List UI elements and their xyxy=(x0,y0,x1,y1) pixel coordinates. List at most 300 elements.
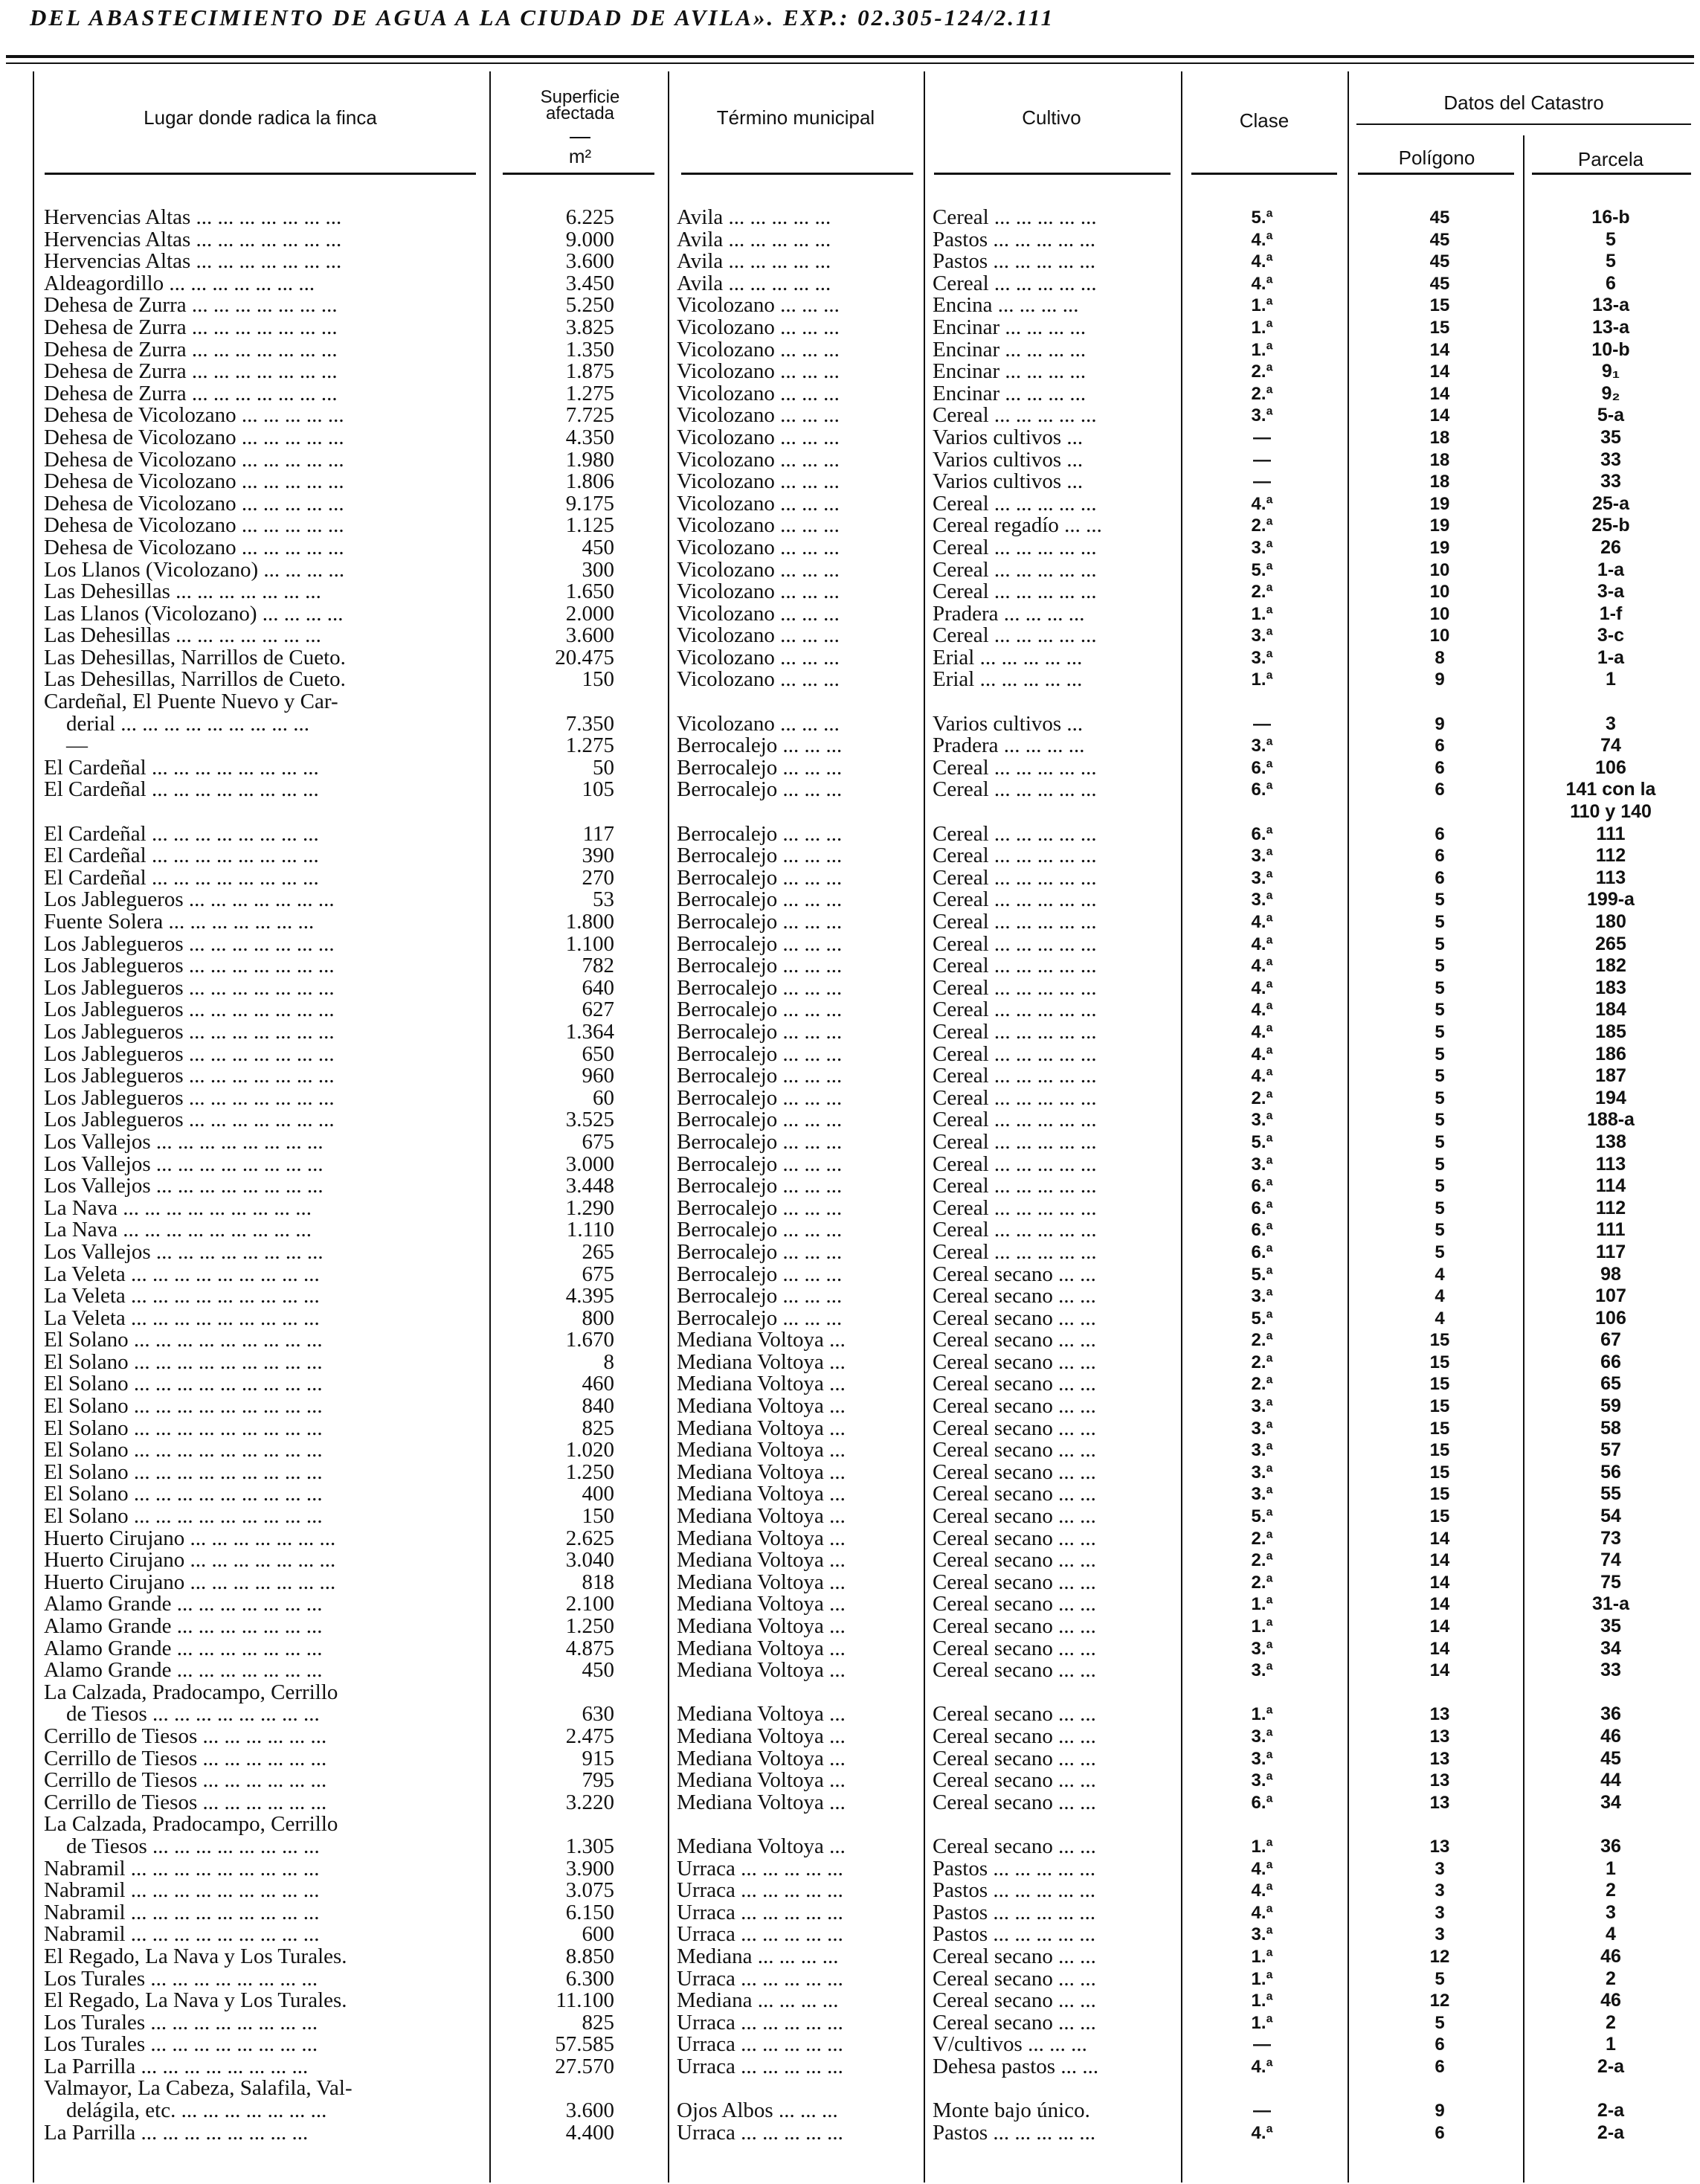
catastro-underline xyxy=(1356,123,1691,125)
cell-parcela: 184 xyxy=(1595,999,1626,1021)
cell-clase: 3.ª xyxy=(1251,1748,1273,1769)
cell-termino: Berrocalejo ... ... ... xyxy=(677,910,843,934)
cell-clase: 1.ª xyxy=(1251,295,1273,316)
cell-parcela: 2-a xyxy=(1597,2100,1625,2122)
table-row xyxy=(0,537,1700,559)
cell-cultivo: Cereal ... ... ... ... ... xyxy=(933,535,1097,559)
cell-termino: Mediana Voltoya ... xyxy=(677,1724,846,1748)
cell-parcela: 117 xyxy=(1595,1241,1626,1262)
table-row xyxy=(0,1748,1700,1770)
cell-termino: Mediana Voltoya ... xyxy=(677,1438,846,1462)
cell-clase: 3.ª xyxy=(1251,1770,1273,1791)
table-row xyxy=(0,1549,1700,1572)
cell-lugar: Los Vallejos ... ... ... ... ... ... ... ... xyxy=(44,1174,323,1198)
cell-superficie: 825 xyxy=(582,2010,614,2034)
cell-superficie: 11.100 xyxy=(556,1988,614,2013)
header-underline xyxy=(1358,173,1514,175)
cell-superficie: 7.725 xyxy=(565,403,614,428)
cell-clase: 5.ª xyxy=(1251,1308,1273,1329)
cell-parcela: 6 xyxy=(1606,272,1616,294)
cell-parcela: 33 xyxy=(1600,449,1621,470)
cell-poligono: 19 xyxy=(1429,493,1450,514)
cell-clase: 6.ª xyxy=(1251,1176,1273,1197)
table-row xyxy=(0,2034,1700,2056)
cell-lugar: Hervencias Altas ... ... ... ... ... ... ... xyxy=(44,227,342,251)
cell-parcela: 26 xyxy=(1600,536,1621,558)
cell-parcela: 194 xyxy=(1595,1087,1626,1108)
cell-clase: 3.ª xyxy=(1251,867,1273,888)
cell-termino: Vicolozano ... ... ... xyxy=(677,535,840,559)
cell-termino: Urraca ... ... ... ... ... xyxy=(677,2032,843,2057)
cell-poligono: 15 xyxy=(1429,1462,1450,1483)
cell-termino: Berrocalejo ... ... ... xyxy=(677,821,843,846)
cell-poligono: 10 xyxy=(1429,626,1450,646)
header-parcela: Parcela xyxy=(1577,148,1644,170)
table-row xyxy=(0,383,1700,405)
cell-termino: Vicolozano ... ... ... xyxy=(677,513,840,538)
cell-termino: Berrocalejo ... ... ... xyxy=(677,1108,843,1132)
table-row xyxy=(0,1593,1700,1616)
cell-superficie: 782 xyxy=(582,954,614,978)
cell-parcela: 36 xyxy=(1600,1835,1621,1857)
table-row xyxy=(0,471,1700,493)
cell-poligono: 14 xyxy=(1429,405,1450,426)
cell-parcela: 1-f xyxy=(1599,603,1623,624)
cell-clase: 4.ª xyxy=(1251,2122,1273,2143)
cell-clase: 3.ª xyxy=(1251,1286,1273,1307)
cell-termino: Berrocalejo ... ... ... xyxy=(677,755,843,780)
table-row xyxy=(0,1329,1700,1352)
cell-parcela: 54 xyxy=(1600,1506,1621,1527)
cell-clase: 5.ª xyxy=(1251,1264,1273,1285)
cell-lugar: Los Turales ... ... ... ... ... ... ... ... xyxy=(44,1966,318,1991)
cell-clase: 4.ª xyxy=(1251,1881,1273,1901)
cell-poligono: 14 xyxy=(1429,1594,1450,1615)
cell-poligono: 5 xyxy=(1435,1000,1445,1021)
cell-cultivo: Cereal secano ... ... xyxy=(933,1305,1096,1330)
cell-lugar: Valmayor, La Cabeza, Salafila, Val- xyxy=(44,2076,352,2101)
header-underline xyxy=(1191,173,1337,175)
cell-cultivo: Pastos ... ... ... ... ... xyxy=(933,1922,1096,1947)
cell-lugar: La Veleta ... ... ... ... ... ... ... ... ... xyxy=(44,1305,320,1330)
table-row xyxy=(0,361,1700,383)
cell-lugar: Los Jablegueros ... ... ... ... ... ... ... xyxy=(44,931,335,956)
cell-termino: Berrocalejo ... ... ... xyxy=(677,777,843,802)
cell-poligono: 5 xyxy=(1435,1154,1445,1175)
cell-termino: Berrocalejo ... ... ... xyxy=(677,1085,843,1110)
table-row xyxy=(0,1924,1700,1946)
cell-parcela: 34 xyxy=(1600,1791,1621,1813)
cell-lugar: Los Jablegueros ... ... ... ... ... ... ... xyxy=(44,975,335,1000)
cell-lugar: Los Vallejos ... ... ... ... ... ... ... ... xyxy=(44,1152,323,1176)
cell-clase: 1.ª xyxy=(1251,2012,1273,2033)
cell-parcela: 3 xyxy=(1606,1901,1616,1923)
cell-lugar: de Tiesos ... ... ... ... ... ... ... ... xyxy=(66,1834,320,1858)
table-row xyxy=(0,1418,1700,1440)
cell-superficie: 1.110 xyxy=(566,1218,614,1242)
header-underline xyxy=(1532,173,1691,175)
cell-lugar: La Veleta ... ... ... ... ... ... ... ... ... xyxy=(44,1284,320,1308)
cell-parcela: 112 xyxy=(1595,1197,1626,1218)
cell-clase: 3.ª xyxy=(1251,890,1273,910)
cell-parcela: 9₁ xyxy=(1601,361,1620,382)
cell-clase: 4.ª xyxy=(1251,1044,1273,1064)
cell-termino: Berrocalejo ... ... ... xyxy=(677,975,843,1000)
cell-parcela: 59 xyxy=(1600,1395,1621,1417)
cell-lugar: Los Jablegueros ... ... ... ... ... ... ... xyxy=(44,1041,335,1066)
cell-superficie: 1.350 xyxy=(565,337,614,362)
cell-termino: Vicolozano ... ... ... xyxy=(677,645,840,669)
cell-superficie: 6.150 xyxy=(565,1900,614,1924)
cell-cultivo: Cereal secano ... ... xyxy=(933,1944,1096,1968)
table-row xyxy=(0,1528,1700,1550)
cell-clase: 6.ª xyxy=(1251,823,1273,844)
cell-clase: 4.ª xyxy=(1251,934,1273,954)
cell-termino: Mediana Voltoya ... xyxy=(677,1746,846,1770)
cell-parcela: 113 xyxy=(1595,867,1626,888)
cell-lugar: Huerto Cirujano ... ... ... ... ... ... ... xyxy=(44,1570,336,1594)
cell-lugar: Dehesa de Vicolozano ... ... ... ... ... xyxy=(44,447,344,472)
cell-lugar: La Calzada, Pradocampo, Cerrillo xyxy=(44,1812,338,1837)
cell-clase: 4.ª xyxy=(1251,956,1273,977)
cell-superficie: 1.650 xyxy=(565,579,614,604)
cell-parcela: 5 xyxy=(1606,228,1616,250)
cell-parcela: 25-b xyxy=(1591,515,1630,536)
cell-poligono: 14 xyxy=(1429,1616,1450,1637)
cell-superficie: 2.625 xyxy=(565,1526,614,1550)
cell-parcela: 4 xyxy=(1606,1924,1616,1945)
cell-superficie: 460 xyxy=(582,1372,614,1396)
cell-termino: Avila ... ... ... ... ... xyxy=(677,205,831,229)
cell-clase: 3.ª xyxy=(1251,626,1273,646)
cell-clase: 3.ª xyxy=(1251,537,1273,558)
cell-parcela: 74 xyxy=(1600,1549,1621,1571)
cell-parcela: 3-a xyxy=(1597,581,1625,603)
cell-superficie: 3.075 xyxy=(565,1878,614,1903)
cell-parcela: 5 xyxy=(1606,251,1616,272)
cell-clase: 2.ª xyxy=(1251,1352,1273,1372)
cell-cultivo: Pradera ... ... ... ... xyxy=(933,601,1085,626)
cell-cultivo: Cereal ... ... ... ... ... xyxy=(933,1239,1097,1264)
cell-cultivo: Erial ... ... ... ... ... xyxy=(933,645,1083,669)
table-row xyxy=(0,1703,1700,1726)
table-row xyxy=(0,317,1700,339)
cell-poligono: 3 xyxy=(1435,1924,1445,1945)
table-row xyxy=(0,647,1700,669)
cell-poligono: 6 xyxy=(1435,867,1445,888)
cell-cultivo: Cereal ... ... ... ... ... xyxy=(933,1218,1097,1242)
table-row xyxy=(0,1349,1700,1374)
header-catastro: Datos del Catastro xyxy=(1443,91,1604,114)
cell-poligono: 10 xyxy=(1429,559,1450,580)
cell-poligono: 13 xyxy=(1429,1726,1450,1747)
cell-cultivo: Encinar ... ... ... ... xyxy=(933,337,1086,362)
cell-termino: Mediana Voltoya ... xyxy=(677,1592,846,1616)
cell-termino: Mediana Voltoya ... xyxy=(677,1790,846,1814)
table-row xyxy=(0,911,1700,934)
cell-cultivo: Cereal ... ... ... ... ... xyxy=(933,1019,1097,1044)
cell-superficie: 1.875 xyxy=(565,359,614,384)
cell-poligono: 5 xyxy=(1435,1021,1445,1042)
table-row xyxy=(0,581,1700,603)
cell-parcela: 1-a xyxy=(1597,646,1625,668)
cell-clase: 1.ª xyxy=(1251,1616,1273,1637)
cell-cultivo: Cereal secano ... ... xyxy=(933,1570,1096,1594)
cell-termino: Mediana Voltoya ... xyxy=(677,1459,846,1484)
cell-poligono: 15 xyxy=(1429,1506,1450,1527)
cell-lugar: La Calzada, Pradocampo, Cerrillo xyxy=(44,1680,338,1704)
cell-lugar: Los Jablegueros ... ... ... ... ... ... ... xyxy=(44,1108,335,1132)
cell-termino: Urraca ... ... ... ... ... xyxy=(677,1856,843,1881)
cell-poligono: 13 xyxy=(1429,1704,1450,1725)
cell-parcela: 186 xyxy=(1595,1043,1626,1064)
cell-lugar: Hervencias Altas ... ... ... ... ... ... ... xyxy=(44,205,342,229)
cell-parcela: 35 xyxy=(1600,426,1621,448)
header-superficie: Superficie afectada xyxy=(540,87,620,123)
cell-poligono: 15 xyxy=(1429,1440,1450,1461)
cell-lugar: Dehesa de Zurra ... ... ... ... ... ... ... xyxy=(44,315,338,339)
cell-parcela: 113 xyxy=(1595,1153,1626,1175)
cell-clase: 1.ª xyxy=(1251,669,1273,690)
cell-termino: Mediana Voltoya ... xyxy=(677,1482,846,1506)
table-row xyxy=(0,1572,1700,1594)
table-row xyxy=(0,889,1700,911)
cell-termino: Berrocalejo ... ... ... xyxy=(677,1174,843,1198)
cell-poligono: 18 xyxy=(1429,472,1450,492)
cell-parcela: 187 xyxy=(1595,1065,1626,1087)
cell-poligono: 5 xyxy=(1435,1088,1445,1108)
cell-cultivo: Cereal secano ... ... xyxy=(933,1724,1096,1748)
cell-lugar: Las Dehesillas ... ... ... ... ... ... ... xyxy=(44,623,321,648)
table-row xyxy=(0,1395,1700,1418)
cell-parcela: 141 con la xyxy=(1565,779,1656,800)
cell-clase: 4.ª xyxy=(1251,1000,1273,1021)
cell-superficie: 650 xyxy=(582,1041,614,1066)
cell-lugar: Fuente Solera ... ... ... ... ... ... ... xyxy=(44,910,315,934)
cell-poligono: 14 xyxy=(1429,383,1450,404)
cell-termino: Vicolozano ... ... ... xyxy=(677,315,840,339)
cell-superficie: 960 xyxy=(582,1064,614,1088)
cell-cultivo: Cereal ... ... ... ... ... xyxy=(933,954,1097,978)
cell-superficie: 4.395 xyxy=(565,1284,614,1308)
cell-superficie: 390 xyxy=(582,844,614,868)
cell-poligono: 18 xyxy=(1429,427,1450,448)
cell-termino: Mediana Voltoya ... xyxy=(677,1636,846,1660)
header-lugar: Lugar donde radica la finca xyxy=(144,106,377,129)
cell-lugar: Hervencias Altas ... ... ... ... ... ... ... xyxy=(44,249,342,274)
cell-superficie: 2.100 xyxy=(565,1592,614,1616)
header-underline xyxy=(503,173,654,175)
cell-cultivo: Erial ... ... ... ... ... xyxy=(933,667,1083,692)
cell-lugar: Alamo Grande ... ... ... ... ... ... ... xyxy=(44,1636,323,1660)
cell-cultivo: Cereal ... ... ... ... ... xyxy=(933,1174,1097,1198)
header-poligono: Polígono xyxy=(1398,147,1475,169)
cell-lugar: El Cardeñal ... ... ... ... ... ... ... ... xyxy=(44,865,319,890)
cell-parcela: 3 xyxy=(1606,713,1616,734)
cell-cultivo: Cereal ... ... ... ... ... xyxy=(933,579,1097,604)
cell-lugar: Alamo Grande ... ... ... ... ... ... ... xyxy=(44,1614,323,1638)
table-row xyxy=(0,2122,1700,2145)
cell-termino: Mediana Voltoya ... xyxy=(677,1548,846,1573)
table-row xyxy=(0,1792,1700,1814)
cell-poligono: 5 xyxy=(1435,1968,1445,1989)
cell-cultivo: Cereal secano ... ... xyxy=(933,1459,1096,1484)
cell-superficie: 627 xyxy=(582,998,614,1022)
cell-poligono: 5 xyxy=(1435,977,1445,998)
cell-clase: 5.ª xyxy=(1251,208,1273,228)
table-row xyxy=(0,1195,1700,1220)
cell-lugar: La Parrilla ... ... ... ... ... ... ... ... xyxy=(44,2054,309,2078)
table-row xyxy=(0,1109,1700,1131)
table-row xyxy=(0,1990,1700,2012)
table-row xyxy=(0,449,1700,472)
cell-termino: Berrocalejo ... ... ... xyxy=(677,1239,843,1264)
cell-termino: Urraca ... ... ... ... ... xyxy=(677,2054,843,2078)
cell-parcela: 98 xyxy=(1600,1263,1621,1285)
cell-clase: 1.ª xyxy=(1251,1704,1273,1725)
cell-superficie: 6.225 xyxy=(565,205,614,229)
cell-poligono: 6 xyxy=(1435,2034,1445,2055)
cell-cultivo: Varios cultivos ... xyxy=(933,425,1084,449)
header-underline xyxy=(45,173,476,175)
cell-lugar: El Cardeñal ... ... ... ... ... ... ... ... xyxy=(44,777,319,802)
cell-poligono: 14 xyxy=(1429,1660,1450,1681)
cell-termino: Vicolozano ... ... ... xyxy=(677,293,840,318)
cell-lugar: Los Turales ... ... ... ... ... ... ... ... xyxy=(44,2032,318,2057)
table-row xyxy=(0,955,1700,977)
cell-lugar: Los Llanos (Vicolozano) ... ... ... ... xyxy=(44,557,345,582)
cell-cultivo: Encina ... ... ... ... xyxy=(933,293,1079,318)
cell-lugar: Dehesa de Vicolozano ... ... ... ... ... xyxy=(44,491,344,516)
cell-superficie: 3.450 xyxy=(565,271,614,295)
cell-termino: Vicolozano ... ... ... xyxy=(677,469,840,494)
cell-clase: 6.ª xyxy=(1251,1792,1273,1813)
table-row xyxy=(0,1726,1700,1748)
cell-lugar: Cardeñal, El Puente Nuevo y Car- xyxy=(44,690,338,714)
cell-lugar: Cerrillo de Tiesos ... ... ... ... ... ... xyxy=(44,1746,327,1770)
cell-parcela: 182 xyxy=(1595,955,1626,977)
cell-poligono: 5 xyxy=(1435,956,1445,977)
cell-lugar: Alamo Grande ... ... ... ... ... ... ... xyxy=(44,1592,323,1616)
table-row xyxy=(0,757,1700,780)
cell-parcela: 107 xyxy=(1595,1285,1626,1307)
cell-parcela: 106 xyxy=(1595,757,1626,778)
cell-poligono: 12 xyxy=(1429,1946,1450,1967)
table-row xyxy=(0,779,1700,801)
cell-superficie: 1.290 xyxy=(565,1195,614,1220)
cell-clase: 3.ª xyxy=(1251,1110,1273,1131)
cell-poligono: 6 xyxy=(1435,780,1445,800)
cell-parcela: 2-a xyxy=(1597,2122,1625,2143)
cell-poligono: 15 xyxy=(1429,1352,1450,1372)
cell-superficie: 1.275 xyxy=(565,381,614,405)
cell-cultivo: Cereal secano ... ... xyxy=(933,1548,1096,1573)
cell-poligono: 14 xyxy=(1429,362,1450,382)
cell-poligono: 15 xyxy=(1429,295,1450,316)
table-row xyxy=(0,1041,1700,1066)
cell-clase: 2.ª xyxy=(1251,1550,1273,1571)
cell-parcela: 33 xyxy=(1600,1660,1621,1681)
cell-lugar: Los Jablegueros ... ... ... ... ... ... ... xyxy=(44,887,335,912)
cell-termino: Urraca ... ... ... ... ... xyxy=(677,1878,843,1903)
cell-cultivo: Varios cultivos ... xyxy=(933,447,1084,472)
cell-clase: 2.ª xyxy=(1251,362,1273,382)
cell-termino: Berrocalejo ... ... ... xyxy=(677,931,843,956)
table-row xyxy=(0,1660,1700,1682)
cell-poligono: 45 xyxy=(1429,229,1450,250)
cell-clase: 3.ª xyxy=(1251,405,1273,426)
cell-superficie: 1.305 xyxy=(565,1834,614,1858)
cell-clase: 5.ª xyxy=(1251,1506,1273,1527)
cell-clase: 2.ª xyxy=(1251,383,1273,404)
cell-superficie: 20.475 xyxy=(555,645,614,669)
table-row xyxy=(0,515,1700,537)
table-row xyxy=(0,2056,1700,2078)
cell-termino: Vicolozano ... ... ... xyxy=(677,337,840,362)
cell-poligono: 3 xyxy=(1435,1881,1445,1901)
table-row xyxy=(0,1770,1700,1792)
cell-superficie: 1.364 xyxy=(565,1019,614,1044)
cell-parcela: 55 xyxy=(1600,1483,1621,1505)
cell-cultivo: Cereal ... ... ... ... ... xyxy=(933,557,1097,582)
cell-termino: Berrocalejo ... ... ... xyxy=(677,1152,843,1176)
cell-termino: Berrocalejo ... ... ... xyxy=(677,1019,843,1044)
table-row xyxy=(0,977,1700,1000)
cell-poligono: 13 xyxy=(1429,1836,1450,1857)
cell-poligono: 5 xyxy=(1435,1044,1445,1064)
cell-parcela: 183 xyxy=(1595,977,1626,998)
cell-termino: Vicolozano ... ... ... xyxy=(677,579,840,604)
cell-clase: 1.ª xyxy=(1251,1946,1273,1967)
table-row xyxy=(0,1154,1700,1176)
cell-poligono: 19 xyxy=(1429,516,1450,536)
cell-superficie: 4.400 xyxy=(565,2120,614,2145)
cell-cultivo: Encinar ... ... ... ... xyxy=(933,315,1086,339)
table-row xyxy=(0,229,1700,251)
cell-cultivo: Monte bajo único. xyxy=(933,2098,1090,2123)
cell-superficie: 3.900 xyxy=(565,1856,614,1881)
cell-cultivo: Cereal ... ... ... ... ... xyxy=(933,1129,1097,1154)
cell-parcela: 33 xyxy=(1600,471,1621,492)
table-row xyxy=(0,1085,1700,1110)
cell-superficie: 2.000 xyxy=(565,601,614,626)
cell-cultivo: Cereal secano ... ... xyxy=(933,1636,1096,1660)
cell-poligono: 10 xyxy=(1429,603,1450,624)
cell-lugar: Dehesa de Zurra ... ... ... ... ... ... ... xyxy=(44,359,338,384)
cell-lugar: Los Vallejos ... ... ... ... ... ... ... ... xyxy=(44,1239,323,1264)
cell-termino: Vicolozano ... ... ... xyxy=(677,359,840,384)
cell-lugar: Los Jablegueros ... ... ... ... ... ... ... xyxy=(44,1019,335,1044)
cell-superficie: 400 xyxy=(582,1482,614,1506)
cell-cultivo: Cereal ... ... ... ... ... xyxy=(933,271,1097,295)
cell-cultivo: Cereal ... ... ... ... ... xyxy=(933,821,1097,846)
cell-lugar: Dehesa de Vicolozano ... ... ... ... ... xyxy=(44,403,344,428)
cell-lugar: Dehesa de Vicolozano ... ... ... ... ... xyxy=(44,425,344,449)
cell-clase: 3.ª xyxy=(1251,1924,1273,1945)
cell-poligono: 14 xyxy=(1429,1550,1450,1571)
cell-parcela: 36 xyxy=(1600,1703,1621,1725)
cell-termino: Berrocalejo ... ... ... xyxy=(677,954,843,978)
cell-lugar: El Regado, La Nava y Los Turales. xyxy=(44,1944,347,1968)
top-rule-thick xyxy=(6,55,1694,58)
cell-termino: Mediana Voltoya ... xyxy=(677,1768,846,1793)
cell-clase: 2.ª xyxy=(1251,1374,1273,1395)
cell-clase: 5.ª xyxy=(1251,1131,1273,1152)
cell-cultivo: Cereal secano ... ... xyxy=(933,1614,1096,1638)
cell-cultivo: Cereal ... ... ... ... ... xyxy=(933,491,1097,516)
cell-parcela: 2 xyxy=(1606,1968,1616,1989)
cell-clase: — xyxy=(1253,472,1271,492)
